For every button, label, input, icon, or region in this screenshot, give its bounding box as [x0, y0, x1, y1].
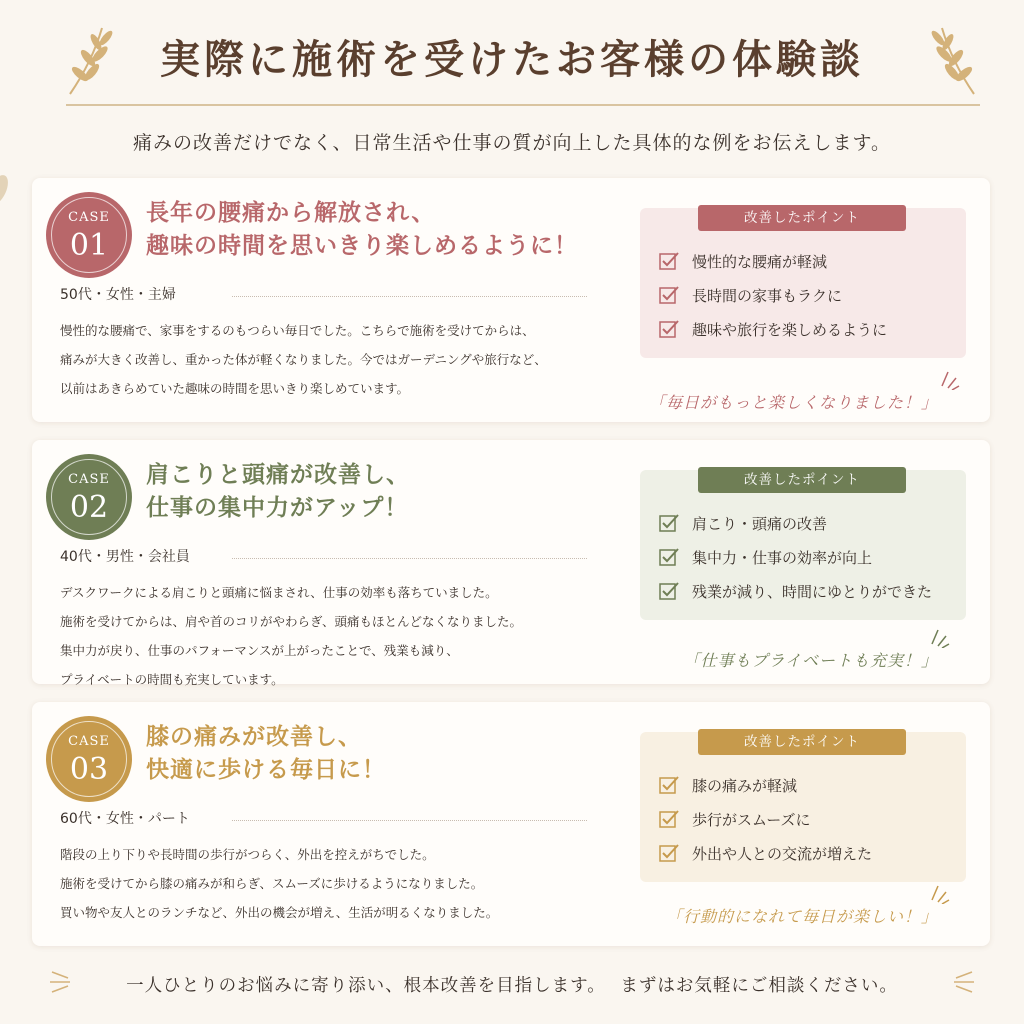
person-profile: 40代・男性・会社員: [60, 549, 190, 565]
improvement-points: [640, 732, 966, 882]
point-text: 趣味や旅行を楽しめるように: [692, 320, 888, 339]
description-line: 階段の上り下りや長時間の歩行がつらく、外出を控えがちでした。: [60, 847, 435, 862]
point-item: [658, 840, 872, 866]
case-description: [60, 316, 640, 403]
case-headline: [146, 458, 410, 524]
badge-number: 03: [69, 752, 109, 787]
point-text: 外出や人との交流が増えた: [692, 844, 873, 863]
sparkle-icon: [928, 628, 950, 648]
point-text: 長時間の家事もラクに: [692, 286, 843, 305]
case-headline: [146, 196, 578, 262]
description-line: プライベートの時間も充実しています。: [60, 672, 284, 687]
description-line: 施術を受けてからは、肩や首のコリがやわらぎ、頭痛もほとんどなくなりました。: [60, 614, 523, 629]
case-card-3: [32, 702, 990, 946]
point-text: 膝の痛みが軽減: [692, 776, 798, 795]
page-subtitle: 痛みの改善だけでなく、日常生活や仕事の質が向上した具体的な例をお伝えします。: [132, 132, 892, 154]
improvement-points: [640, 208, 966, 358]
description-line: 施術を受けてから膝の痛みが和らぎ、スムーズに歩けるようになりました。: [60, 876, 484, 891]
case-description: [60, 840, 640, 927]
person-profile: 50代・女性・主婦: [60, 287, 176, 303]
title-divider: [66, 104, 980, 106]
side-leaf-icon: [0, 166, 18, 216]
checkbox-check-icon: [658, 250, 680, 272]
point-text: 慢性的な腰痛が軽減: [692, 252, 828, 271]
description-line: 以前はあきらめていた趣味の時間を思いきり楽しめています。: [60, 381, 410, 396]
checkbox-check-icon: [658, 774, 680, 796]
point-item: [658, 578, 932, 604]
dotted-divider: [232, 558, 587, 559]
case-card-1: [32, 178, 990, 422]
headline-line-2: 仕事の集中力がアップ！: [146, 494, 409, 521]
case-badge: [46, 716, 132, 802]
accent-mark-icon: [946, 966, 976, 996]
points-label: 改善したポイント: [698, 729, 906, 755]
footer-message: [0, 972, 1024, 997]
description-line: 慢性的な腰痛で、家事をするのもつらい毎日でした。こちらで施術を受けてからは、: [60, 323, 535, 338]
badge-case-label: CASE: [68, 472, 110, 487]
badge-number: 01: [69, 228, 109, 263]
description-line: 痛みが大きく改善し、重かった体が軽くなりました。今ではガーデニングや旅行など、: [60, 352, 547, 367]
checkbox-check-icon: [658, 318, 680, 340]
checkbox-check-icon: [658, 284, 680, 306]
customer-quote: 「行動的になれて毎日が楽しい！」: [665, 907, 938, 926]
headline-line-1: 肩こりと頭痛が改善し、: [146, 461, 410, 488]
badge-case-label: CASE: [68, 210, 110, 225]
point-text: 残業が減り、時間にゆとりができた: [692, 582, 933, 601]
customer-quote: 「毎日がもっと楽しくなりました！」: [648, 393, 938, 412]
point-item: [658, 772, 797, 798]
checkbox-check-icon: [658, 512, 680, 534]
description-line: 買い物や友人とのランチなど、外出の機会が増え、生活が明るくなりました。: [60, 905, 499, 920]
point-text: 集中力・仕事の効率が向上: [692, 548, 873, 567]
point-item: [658, 316, 887, 342]
leaf-ornament-icon: [912, 22, 982, 102]
headline-line-1: 膝の痛みが改善し、: [146, 723, 362, 750]
customer-quote: 「仕事もプライベートも充実！」: [683, 651, 938, 670]
checkbox-check-icon: [658, 842, 680, 864]
point-text: 歩行がスムーズに: [692, 810, 811, 829]
headline-line-2: 趣味の時間を思いきり楽しめるように！: [146, 232, 578, 259]
dotted-divider: [232, 820, 587, 821]
point-text: 肩こり・頭痛の改善: [692, 514, 828, 533]
checkbox-check-icon: [658, 546, 680, 568]
sparkle-icon: [928, 884, 950, 904]
point-item: [658, 282, 842, 308]
headline-line-1: 長年の腰痛から解放され、: [146, 199, 436, 226]
dotted-divider: [232, 296, 587, 297]
point-item: [658, 544, 872, 570]
page-title: 実際に施術を受けたお客様の体験談: [160, 36, 864, 83]
description-line: 集中力が戻り、仕事のパフォーマンスが上がったことで、残業も減り、: [60, 643, 459, 658]
header: [0, 0, 1024, 110]
footer-line-2: まずはお気軽にご相談ください。: [620, 976, 898, 996]
badge-case-label: CASE: [68, 734, 110, 749]
checkbox-check-icon: [658, 580, 680, 602]
headline-line-2: 快適に歩ける毎日に！: [146, 756, 386, 783]
badge-number: 02: [69, 490, 109, 525]
sparkle-icon: [938, 370, 960, 390]
improvement-points: [640, 470, 966, 620]
checkbox-check-icon: [658, 808, 680, 830]
point-item: [658, 510, 827, 536]
points-label: 改善したポイント: [698, 467, 906, 493]
points-label: 改善したポイント: [698, 205, 906, 231]
person-profile: 60代・女性・パート: [60, 811, 190, 827]
case-description: [60, 578, 640, 694]
point-item: [658, 806, 811, 832]
point-item: [658, 248, 827, 274]
case-badge: [46, 454, 132, 540]
case-headline: [146, 720, 386, 786]
case-badge: [46, 192, 132, 278]
case-card-2: [32, 440, 990, 687]
footer-line-1: 一人ひとりのお悩みに寄り添い、根本改善を目指します。: [126, 976, 606, 996]
description-line: デスクワークによる肩こりと頭痛に悩まされ、仕事の効率も落ちていました。: [60, 585, 498, 600]
